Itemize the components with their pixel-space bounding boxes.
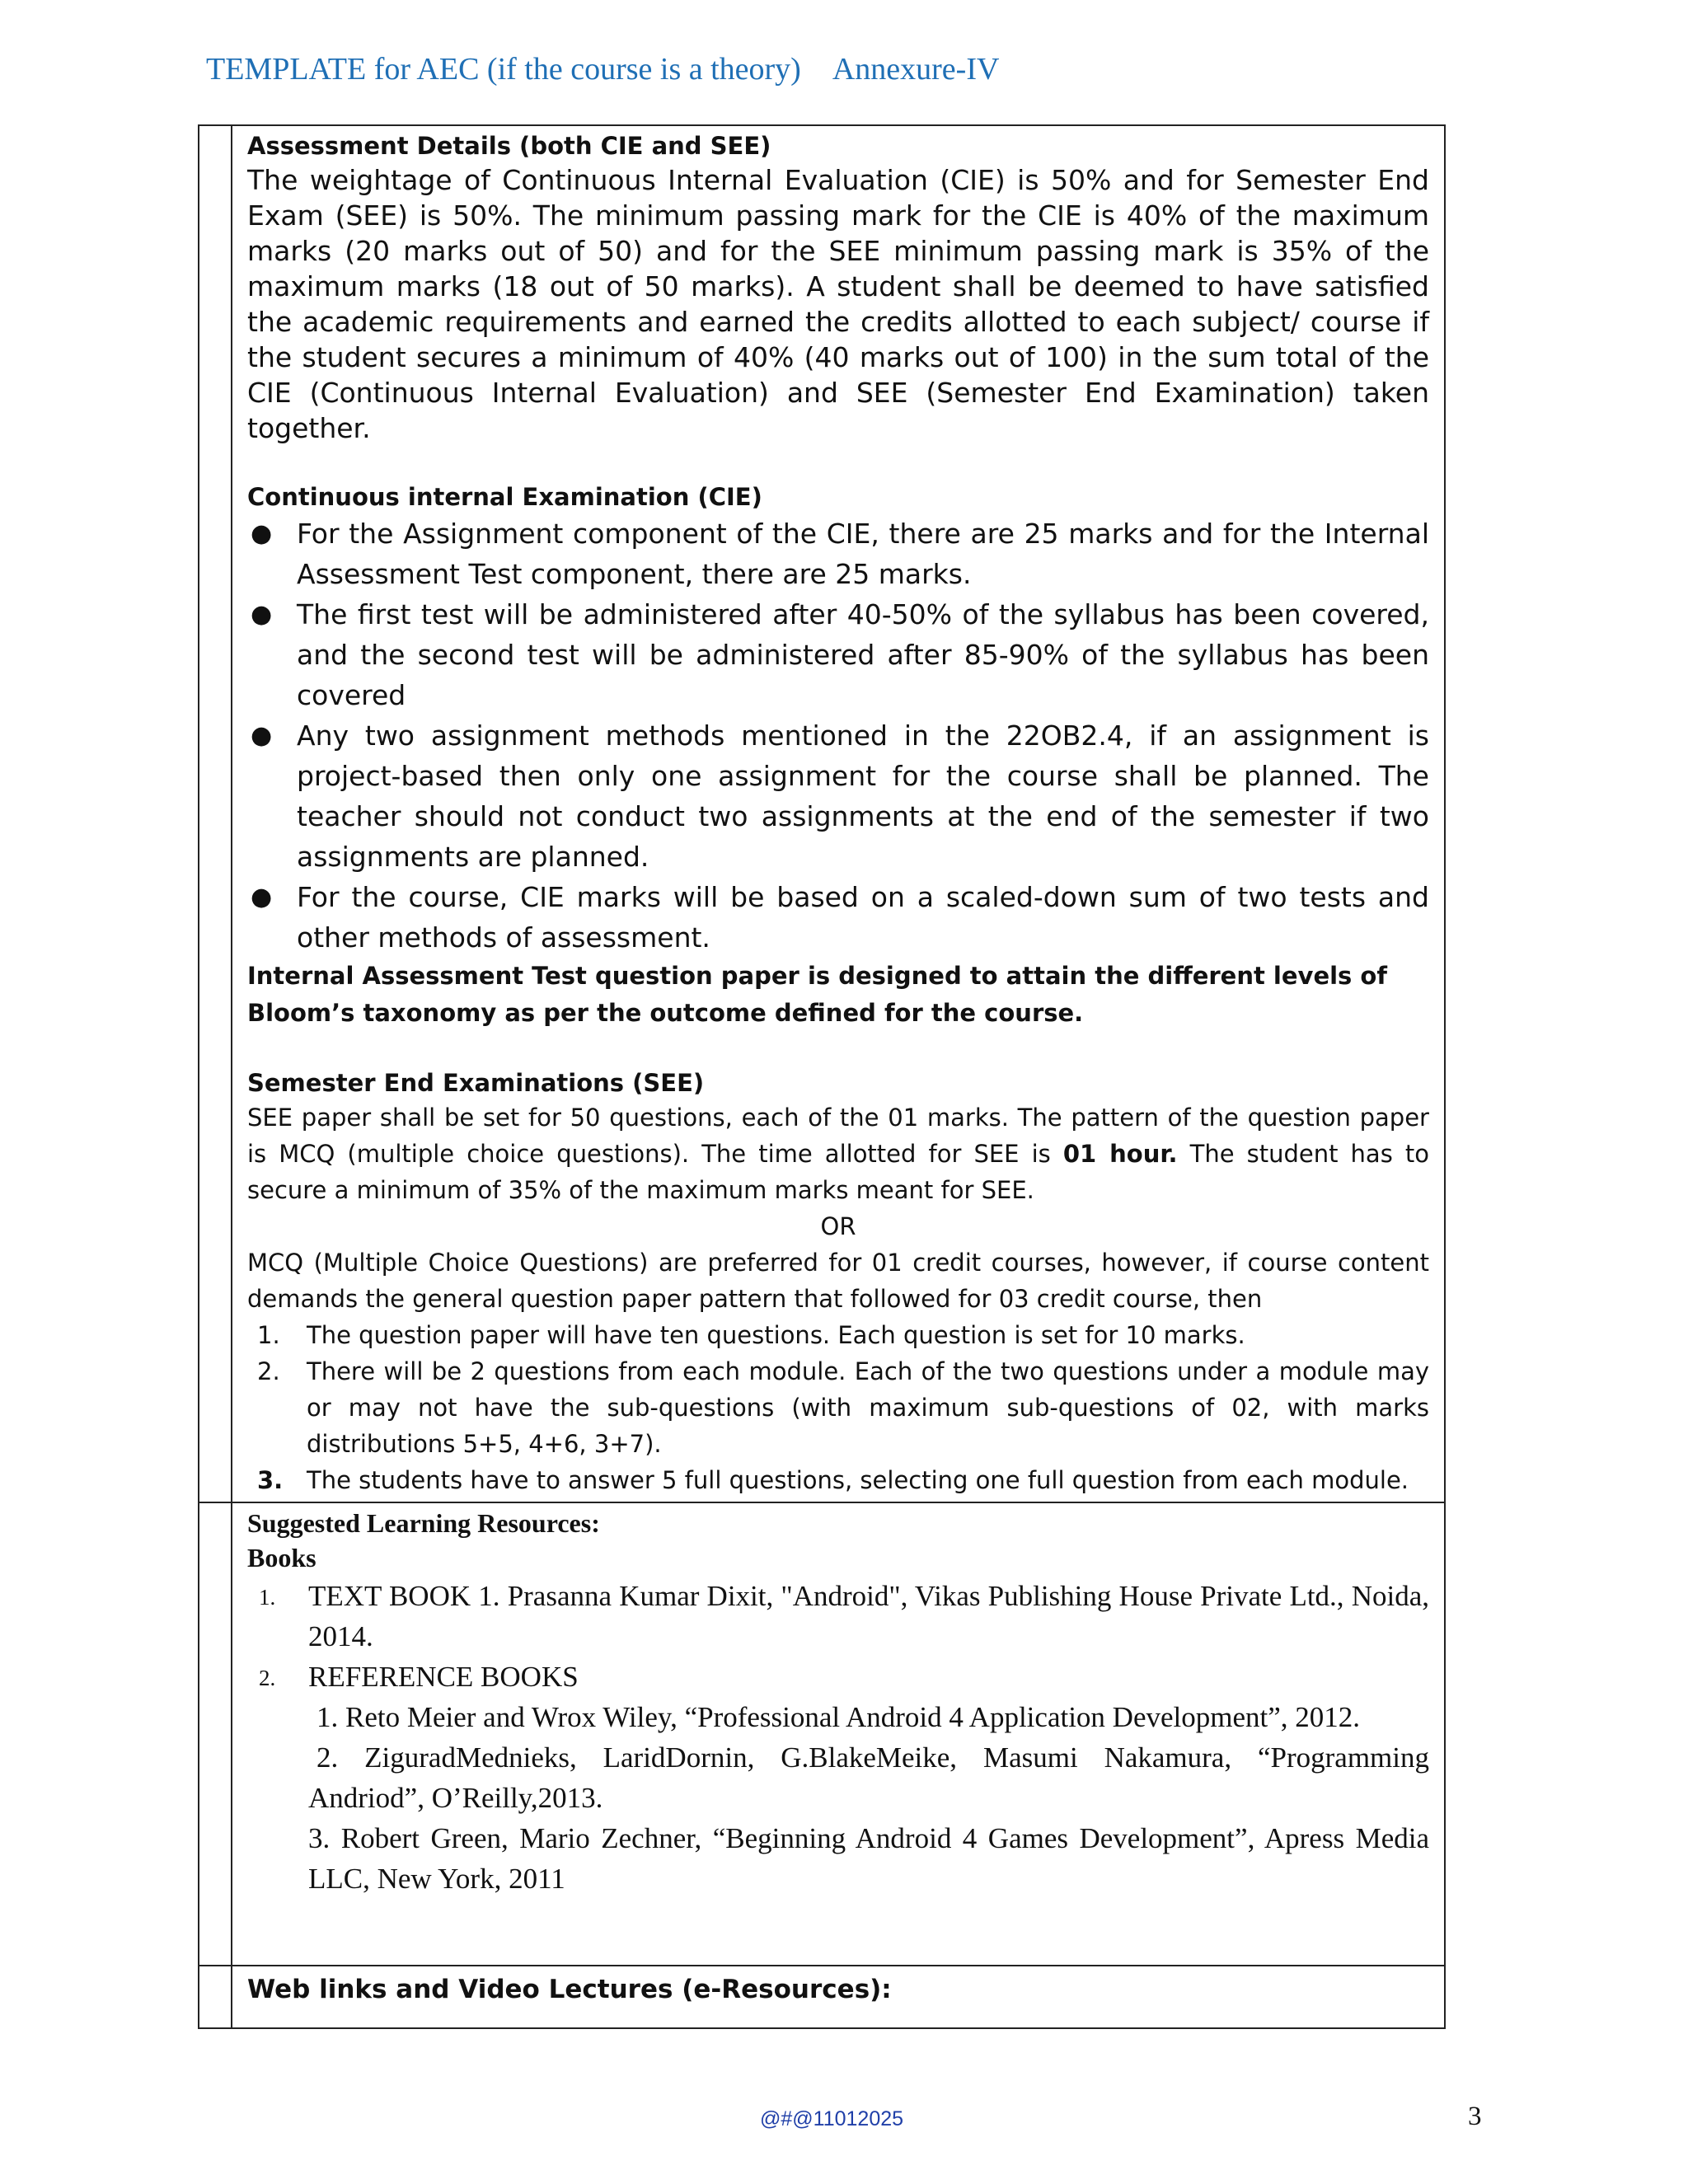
see-paragraph: SEE paper shall be set for 50 questions, each of the 01 marks. The pattern of the question paper is MCQ (multiple choice questions). The time allotted for SEE is 01 hour. The student has to secure a minimum of 35% of the maximum marks meant for SEE. (247, 1104, 1429, 1204)
reference-books-heading: REFERENCE BOOKS (308, 1661, 579, 1693)
cie-bullet: ● For the Assignment component of the CIE, there are 25 marks and for the Internal Assessment Test component, there are 25 marks. (247, 513, 1429, 594)
cie-bullet: ● The first test will be administered after 40-50% of the syllabus has been covered, and the second test will be administered after 85-90% of the syllabus has been covered (247, 594, 1429, 715)
row-side-cell (199, 125, 232, 1502)
assessment-intro: The weightage of Continuous Internal Evaluation (CIE) is 50% and for Semester End Exam (SEE) is 50%. The minimum passing mark for the CIE is 40% of the maximum marks (20 marks out of 50) and for the SEE minimum passing mark is 35% of the maximum marks (18 out of 50 marks). A student shall be deemed to have satisfied the academic requirements and earned the credits allotted to each subject/ course if the student secures a minimum of 40% (40 marks out of 100) in the sum total of the CIE (Continuous Internal Evaluation) and SEE (Semester End Examination) taken together. (247, 164, 1429, 444)
bullet-icon: ● (251, 883, 273, 912)
bullet-icon: ● (251, 721, 273, 750)
see-numbered-list (247, 1317, 1429, 1498)
row-side-cell (199, 1502, 232, 1966)
see-title: Semester End Examinations (SEE) (247, 1069, 705, 1097)
books-list (247, 1576, 1429, 1899)
cie-note: Internal Assessment Test question paper is designed to attain the different levels of Bloom’s taxonomy as per the outcome defined for the course. (247, 962, 1387, 1027)
see-alternative: MCQ (Multiple Choice Questions) are preferred for 01 credit courses, however, if course content demands the general question paper pattern that followed for 03 credit course, then (247, 1249, 1429, 1313)
cie-bullet-list (247, 513, 1429, 958)
see-list-item: 3. The students have to answer 5 full questions, selecting one full question from each module. (257, 1466, 1409, 1494)
web-links-cell (232, 1966, 1445, 2028)
assessment-title: Assessment Details (both CIE and SEE) (247, 132, 771, 160)
reference-entry: 1. Reto Meier and Wrox Wiley, “Professional Android 4 Application Development”, 2012. (316, 1701, 1361, 1733)
syllabus-table (198, 124, 1446, 2029)
or-separator: OR (820, 1212, 856, 1240)
resources-title: Suggested Learning Resources: (247, 1508, 600, 1538)
bullet-icon: ● (251, 600, 273, 629)
resources-cell (232, 1502, 1445, 1966)
books-label: Books (247, 1543, 316, 1572)
web-links-row (199, 1966, 1445, 2028)
assessment-cell (232, 125, 1445, 1502)
cie-bullet: ● Any two assignment methods mentioned in the 22OB2.4, if an assignment is project-based then only one assignment for the course shall be planned. The teacher should not conduct two assignments at the end of the semester if two assignments are planned. (247, 715, 1429, 877)
see-list-item: 2. There will be 2 questions from each module. Each of the two questions under a module may or may not have the sub-questions (with maximum sub-questions of 02, with marks distributions 5+5, 4+6, 3+7). (257, 1357, 1429, 1458)
footer-code: @#@11012025 (760, 2107, 904, 2130)
assessment-row (199, 125, 1445, 1502)
bullet-icon: ● (251, 519, 273, 548)
reference-entry: 2. ZiguradMednieks, LaridDornin, G.BlakeMeike, Masumi Nakamura, “Programming Andriod”, O’Reilly,2013. (308, 1741, 1429, 1814)
see-list-item: 1. The question paper will have ten questions. Each question is set for 10 marks. (257, 1321, 1245, 1349)
resources-row (199, 1502, 1445, 1966)
web-links-title: Web links and Video Lectures (e-Resources): (247, 1975, 892, 2004)
see-duration: 01 hour. (1062, 1140, 1178, 1168)
page-number: 3 (1468, 2102, 1482, 2131)
cie-title: Continuous internal Examination (CIE) (247, 483, 762, 511)
page-header (206, 51, 999, 87)
annexure-label: Annexure-IV (832, 52, 1000, 87)
book-item: 2. REFERENCE BOOKS 1. Reto Meier and Wrox Wiley, “Professional Android 4 Application Development”, 2012. 2. ZiguradMednieks, LaridDornin, G.BlakeMeike, Masumi Nakamura, “Programming Andriod”, O’Reilly,2013. 3. Robert Green, Mario Zechner, “Beginning Android 4 Games Development”, Apress Media LLC, New York, 2011 (247, 1657, 1429, 1899)
book-item: 1. TEXT BOOK 1. Prasanna Kumar Dixit, "Android", Vikas Publishing House Private Ltd., Noida, 2014. (259, 1580, 1429, 1652)
template-title: TEMPLATE for AEC (if the course is a theory) (206, 52, 801, 87)
textbook-entry: TEXT BOOK 1. Prasanna Kumar Dixit, "Android", Vikas Publishing House Private Ltd., Noida, 2014. (308, 1580, 1429, 1652)
cie-bullet: ● For the course, CIE marks will be based on a scaled-down sum of two tests and other methods of assessment. (247, 877, 1429, 958)
row-side-cell (199, 1966, 232, 2028)
reference-entry: 3. Robert Green, Mario Zechner, “Beginning Android 4 Games Development”, Apress Media LLC, New York, 2011 (308, 1822, 1429, 1895)
